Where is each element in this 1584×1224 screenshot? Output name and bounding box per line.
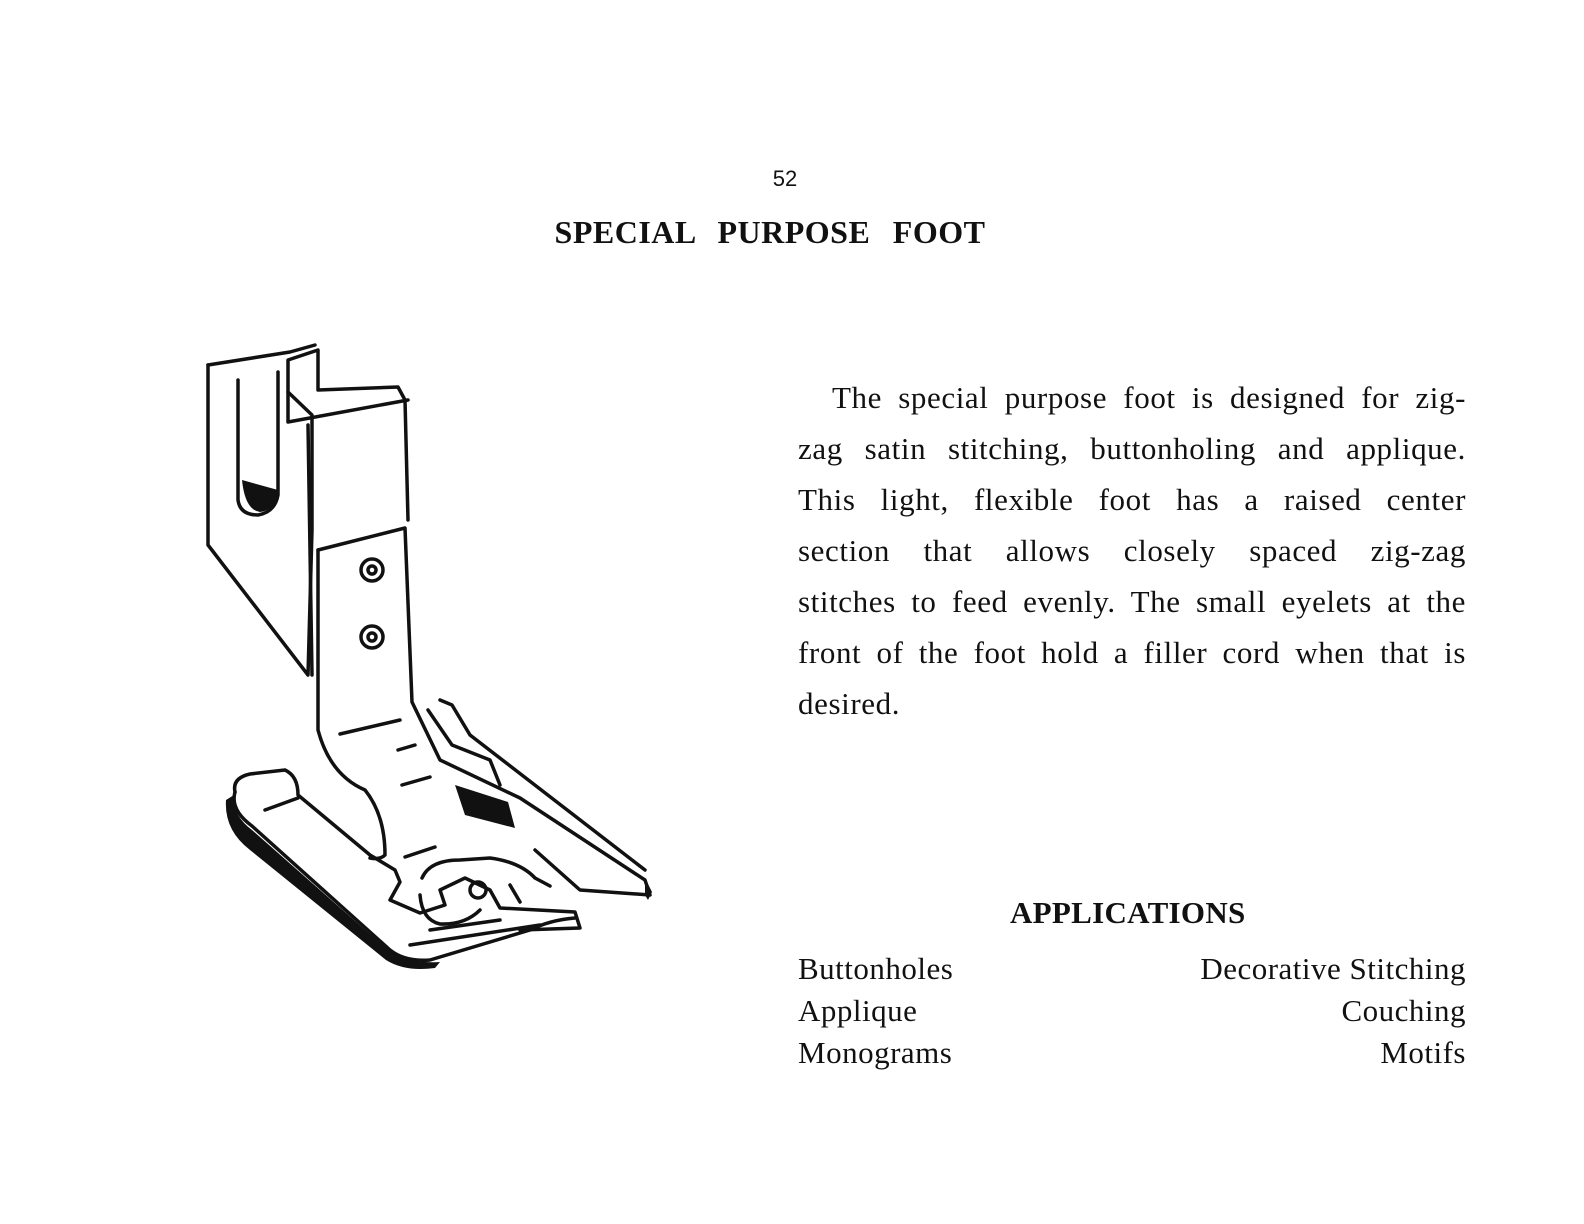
applications-left-column [798,948,953,1074]
applications-right-column [1200,948,1466,1074]
application-item: Buttonholes [798,951,954,986]
page-number: 52 [772,166,798,191]
description-paragraph [798,372,1466,729]
presser-foot-icon [190,330,670,990]
application-item: Applique [798,993,918,1028]
application-item: Couching [1341,993,1466,1028]
page-title: SPECIAL PURPOSE FOOT [554,214,986,250]
application-item: Monograms [798,1035,953,1070]
application-item: Motifs [1380,1035,1466,1070]
presser-foot-illustration [190,330,670,990]
applications-heading: APPLICATIONS [1010,895,1246,930]
application-item: Decorative Stitching [1200,951,1466,986]
description-text: The special purpose foot is designed for zig-zag satin stitching, buttonholing and applique. This light, flexible foot has a raised center section that allows closely spaced zig-zag stitches to feed evenly. The small eyelets at the front of the foot hold a filler cord when that is desired. [798,380,1466,721]
